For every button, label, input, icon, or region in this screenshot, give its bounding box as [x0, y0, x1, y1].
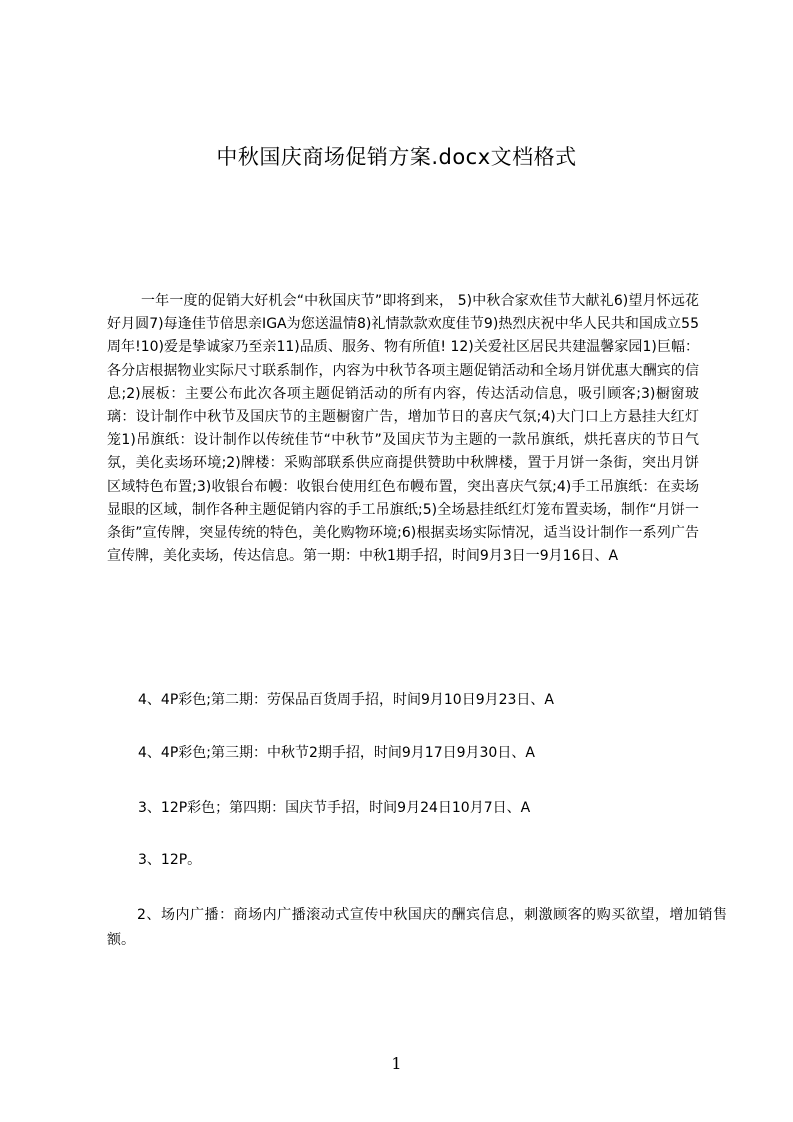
- document-title: 中秋国庆商场促销方案.docx文档格式: [216, 145, 577, 169]
- schedule-line-1: 4、4P彩色;第二期：劳保品百货周手招，时间9月10日9月23日、A: [138, 692, 554, 708]
- schedule-line-3: 3、12P彩色；第四期：国庆节手招，时间9月24日10月7日、A: [138, 800, 531, 816]
- page-number: 1: [391, 1054, 402, 1073]
- broadcast-paragraph: 2、场内广播：商场内广播滚动式宣传中秋国庆的酬宾信息，刺激顾客的购买欲望，增加销售额。: [107, 907, 727, 948]
- schedule-line-2: 4、4P彩色;第三期：中秋节2期手招，时间9月17日9月30日、A: [138, 745, 535, 761]
- main-paragraph: 一年一度的促销大好机会“中秋国庆节”即将到来， 5)中秋合家欢佳节大献礼6)望月怀远花好月圆7)每逢佳节倍思亲IGA为您送温情8)礼情款款欢度佳节9)热烈庆祝中华人民共和国成立55周年!10)爱是挚诚家乃至亲11)品质、服务、物有所值! 12)关爱社区居民共建温馨家园1)巨幅：各分店根据物业实际尺寸联系制作，内容为中秋节各项主题促销活动和全场月饼优惠大酬宾的信息;2)展板：主要公布此次各项主题促销活动的所有内容，传达活动信息，吸引顾客;3)橱窗玻璃：设计制作中秋节及国庆节的主题橱窗广告，增加节日的喜庆气氛;4)大门口上方悬挂大红灯笼1)吊旗纸：设计制作以传统佳节“中秋节”及国庆节为主题的一款吊旗纸，烘托喜庆的节日气氛，美化卖场环境;2)牌楼：采购部联系供应商提供赞助中秋牌楼，置于月饼一条街，突出月饼区域特色布置;3)收银台布幔：收银台使用红色布幔布置，突出喜庆气氛;4)手工吊旗纸：在卖场显眼的区域，制作各种主题促销内容的手工吊旗纸;5)全场悬挂纸红灯笼布置卖场，制作“月饼一条街”宣传牌，突显传统的特色，美化购物环境;6)根据卖场实际情况，适当设计制作一系列广告宣传牌，美化卖场，传达信息。第一期：中秋1期手招，时间9月3日一9月16日、A: [107, 293, 699, 565]
- schedule-line-4: 3、12P。: [138, 852, 202, 868]
